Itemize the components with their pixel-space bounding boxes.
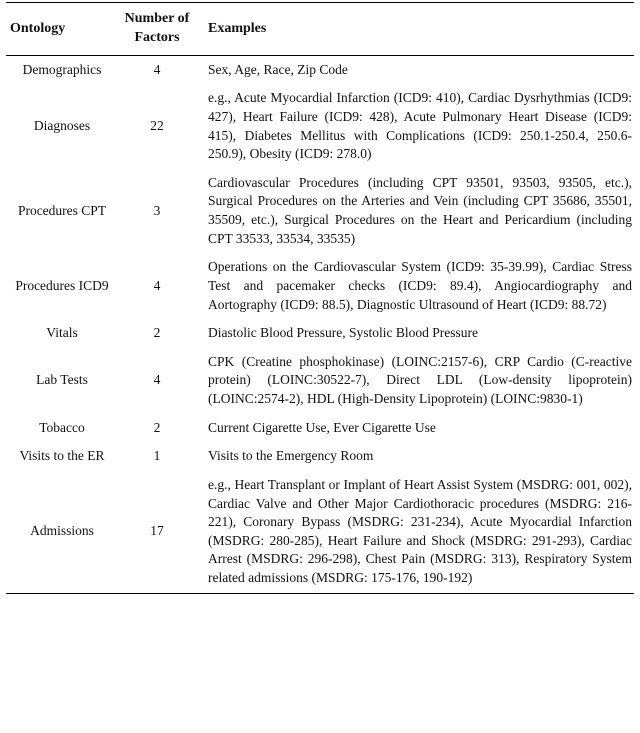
ontology-cell: Visits to the ER (19, 448, 105, 464)
factors-cell: 3 (153, 202, 161, 218)
factors-cell: 4 (153, 372, 161, 388)
ontology-cell: Procedures ICD9 (15, 277, 109, 293)
table-row (6, 84, 634, 169)
ontology-cell: Diagnoses (33, 118, 91, 134)
header-number-of-factors: Number of Factors (118, 3, 196, 56)
table-row (6, 253, 634, 319)
header-ontology: Ontology (6, 3, 118, 56)
table-header (6, 3, 634, 56)
header-examples: Examples (196, 3, 634, 56)
table-row (6, 414, 634, 443)
ontology-cell: Tobacco (39, 419, 85, 435)
factors-cell: 4 (153, 61, 161, 77)
table-row (6, 471, 634, 593)
header-row (6, 3, 634, 56)
factors-cell: 4 (153, 277, 161, 293)
table-row (6, 169, 634, 254)
factors-cell: 2 (153, 419, 161, 435)
factors-cell: 1 (153, 448, 161, 464)
table-body (6, 55, 634, 593)
ontology-cell: Procedures CPT (17, 202, 107, 218)
factors-cell: 22 (150, 118, 164, 134)
ontology-cell: Vitals (46, 325, 78, 341)
examples-cell: Current Cigarette Use, Ever Cigarette Use (208, 419, 436, 435)
ontology-cell: Demographics (22, 61, 102, 77)
ontology-cell: Admissions (30, 523, 94, 539)
examples-cell: Cardiovascular Procedures (including CPT 93501, 93503, 93505, etc.), Surgical Procedures on the Arteries and Vein (including CPT 35686, 35501, 35509, etc.), Surgical Procedures on the Heart and Pericardium (including CPT 33533, 33534, 33535) (208, 174, 632, 246)
examples-cell: Visits to the Emergency Room (208, 448, 374, 464)
ontology-factors-table (6, 2, 634, 594)
factors-cell: 17 (150, 523, 164, 539)
examples-cell: Operations on the Cardiovascular System (ICD9: 35-39.99), Cardiac Stress Test and pacemaker checks (ICD9: 89.4), Angiocardiography and Aortography (ICD9: 88.5), Diagnostic Ultrasound of Heart (ICD9: 88.72) (208, 259, 632, 312)
table-row (6, 319, 634, 348)
examples-cell: Sex, Age, Race, Zip Code (208, 61, 348, 77)
table-row (6, 348, 634, 414)
examples-cell: e.g., Acute Myocardial Infarction (ICD9: 410), Cardiac Dysrhythmias (ICD9: 427), Heart Failure (ICD9: 428), Acute Pulmonary Heart Disease (ICD9: 415), Diabetes Mellitus with Complications (ICD9: 250.1-250.4, 250.6-250.9), Obesity (ICD9: 278.0) (208, 90, 632, 162)
table-row (6, 55, 634, 84)
table-row (6, 442, 634, 471)
examples-cell: CPK (Creatine phosphokinase) (LOINC:2157-6), CRP Cardio (C-reactive protein) (LOINC:30522-7), Direct LDL (Low-density lipoprotein) (LOINC:2574-2), HDL (High-Density Lipoprotein) (LOINC:9830-1) (208, 353, 632, 406)
examples-cell: e.g., Heart Transplant or Implant of Heart Assist System (MSDRG: 001, 002), Cardiac Valve and Other Major Cardiothoracic procedures (MSDRG: 216-221), Coronary Bypass (MSDRG: 231-234), Acute Myocardial Infarction (MSDRG: 280-285), Heart Failure and Shock (MSDRG: 291-293), Cardiac Arrest (MSDRG: 296-298), Chest Pain (MSDRG: 313), Respiratory System related admissions (MSDRG: 175-176, 190-192) (208, 476, 632, 585)
factors-cell: 2 (153, 325, 161, 341)
ontology-cell: Lab Tests (36, 372, 88, 388)
examples-cell: Diastolic Blood Pressure, Systolic Blood Pressure (208, 325, 478, 341)
